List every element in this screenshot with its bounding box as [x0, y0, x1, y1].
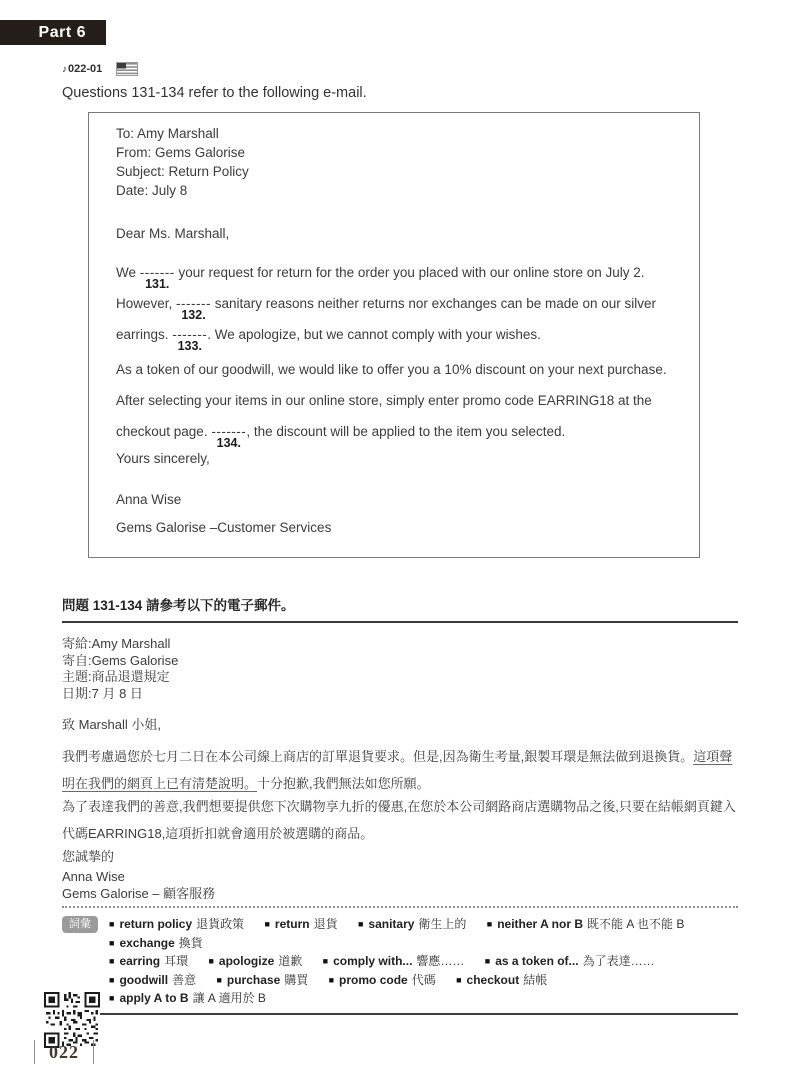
- vocab-zh: 讓 A 適用於 B: [192, 991, 266, 1005]
- chinese-email-subject: 主題:商品退還規定: [62, 669, 170, 684]
- vocab-row-1: [109, 915, 738, 952]
- zh-p1-post: 十分抱歉,我們無法如您所願。: [257, 775, 430, 791]
- p2-seg2: , the discount will be applied to the item you selected.: [246, 424, 566, 439]
- vocab-zh: 響應……: [416, 954, 465, 968]
- chinese-email-from: 寄自:Gems Galorise: [62, 652, 179, 668]
- p1-seg3: sanitary reasons neither returns nor exchanges can be made on our silver earrings.: [116, 296, 657, 342]
- email-box: [88, 112, 700, 558]
- zh-p1-pre: 我們考慮過您於七月二日在本公司線上商店的訂單退貨要求。但是,因為衛生考量,銀製耳環是無法做到退換貨。: [62, 748, 694, 764]
- vocab-zh: 耳環: [164, 954, 189, 968]
- vocab-zh: 既不能 A 也不能 B: [587, 917, 685, 931]
- square-bullet-icon: ■: [456, 974, 462, 985]
- vocab-item: [456, 973, 547, 987]
- bottom-rule: [62, 1013, 738, 1015]
- audio-track-line: [62, 62, 138, 76]
- square-bullet-icon: ■: [357, 919, 364, 929]
- vocab-en: comply with...: [333, 954, 413, 968]
- p2-seg1: As a token of our goodwill, we would like to offer you a 10% discount on your next purchase. After selecting your items in our online store, simply enter promo code EARRING18 at the checkout page.: [116, 362, 667, 439]
- vocab-item: [487, 917, 685, 931]
- vocab-en: apply A to B: [119, 991, 189, 1005]
- square-bullet-icon: ■: [484, 956, 491, 966]
- vocab-zh: 代碼: [411, 972, 436, 987]
- square-bullet-icon: ■: [109, 956, 115, 966]
- page-number: [34, 1040, 94, 1064]
- vocab-en: promo code: [339, 972, 408, 987]
- chinese-email-to: 寄給:Amy Marshall: [62, 636, 171, 651]
- vocab-tag: 詞彙: [62, 916, 98, 933]
- square-bullet-icon: ■: [109, 937, 115, 948]
- vocab-zh: 退貨: [313, 917, 338, 931]
- p1-seg2: your request for return for the order you placed with our online store on July 2. However,: [116, 265, 645, 311]
- vocab-en: exchange: [119, 935, 175, 950]
- vocab-zh: 換貨: [178, 935, 203, 950]
- vocab-item: [216, 973, 308, 987]
- chinese-signature: [62, 868, 738, 902]
- vocab-zh: 為了表達……: [582, 954, 655, 968]
- blank-131: [139, 257, 175, 291]
- blank-134-dashes: -------: [211, 424, 247, 439]
- vocab-item: [264, 917, 337, 931]
- vocab-item: [109, 973, 196, 987]
- blank-132-dashes: -------: [176, 296, 212, 311]
- square-bullet-icon: ■: [264, 919, 270, 929]
- blank-133: [172, 319, 208, 353]
- vocab-zh: 道歉: [278, 954, 303, 968]
- square-bullet-icon: ■: [109, 919, 115, 929]
- us-flag-icon: [116, 62, 138, 76]
- vocab-item: [329, 973, 436, 987]
- vocab-item: [323, 954, 465, 968]
- email-salutation: Dear Ms. Marshall,: [116, 226, 230, 241]
- email-to: To: Amy Marshall: [116, 126, 219, 141]
- square-bullet-icon: ■: [328, 974, 335, 985]
- blank-134: [211, 416, 247, 450]
- vocab-rows: [109, 915, 738, 1008]
- square-bullet-icon: ■: [208, 956, 214, 966]
- audio-track-label: 022-01: [68, 63, 103, 75]
- square-bullet-icon: ■: [322, 956, 329, 966]
- p1-seg1: We: [116, 265, 140, 280]
- blank-131-dashes: -------: [139, 265, 175, 280]
- vocab-en: checkout: [466, 972, 520, 987]
- chinese-intro: 問題 131-134 請參考以下的電子郵件。: [62, 598, 295, 613]
- email-date: Date: July 8: [116, 183, 188, 198]
- vocab-item: [485, 954, 655, 968]
- email-signature-title: Gems Galorise –Customer Services: [116, 520, 332, 535]
- vocab-item: [109, 917, 244, 931]
- vocab-en: return policy: [119, 917, 193, 931]
- square-bullet-icon: ■: [216, 974, 222, 985]
- blank-133-dashes: -------: [172, 327, 208, 342]
- email-signature-name: Anna Wise: [116, 492, 182, 507]
- chinese-paragraph-2: 為了表達我們的善意,我們想要提供您下次購物享九折的優惠,在您於本公司網路商店選購物品之後,只要在結帳網頁鍵入代碼EARRING18,這項折扣就會適用於被選購的商品。: [62, 798, 736, 841]
- questions-intro: Questions 131-134 refer to the following e-mail.: [62, 85, 367, 101]
- vocab-zh: 善意: [172, 972, 197, 987]
- chinese-salutation: 致 Marshall 小姐,: [62, 717, 161, 732]
- vocab-en: apologize: [218, 954, 275, 968]
- music-note-icon: ♪: [62, 63, 67, 75]
- vocab-zh: 衛生上的: [418, 917, 467, 931]
- chinese-translation: [62, 597, 738, 1015]
- vocab-item: [358, 917, 466, 931]
- vocab-en: earring: [119, 954, 161, 968]
- vocabulary-box: [62, 915, 738, 1008]
- blank-132-number: 132.: [181, 308, 206, 322]
- blank-132: [176, 288, 212, 322]
- page-number-bar-right: [93, 1040, 94, 1064]
- vocab-zh: 購買: [284, 972, 309, 987]
- chinese-signature-name: Anna Wise: [62, 869, 125, 884]
- square-bullet-icon: ■: [109, 993, 115, 1003]
- part-badge: [0, 20, 106, 45]
- square-bullet-icon: ■: [109, 974, 115, 985]
- dotted-divider: [62, 906, 738, 908]
- blank-134-number: 134.: [216, 436, 241, 450]
- vocab-zh: 退貨政策: [196, 917, 245, 931]
- email-paragraph-1: [116, 257, 679, 353]
- vocab-en: sanitary: [368, 917, 415, 931]
- page-number-bar-left: [34, 1040, 35, 1064]
- chinese-closing: 您誠摯的: [62, 848, 115, 864]
- vocab-en: neither A nor B: [497, 917, 583, 931]
- email-paragraph-2: [116, 354, 679, 450]
- email-closing: Yours sincerely,: [116, 451, 210, 466]
- blank-131-number: 131.: [145, 277, 170, 291]
- vocab-en: return: [274, 917, 310, 931]
- vocab-en: goodwill: [119, 972, 169, 987]
- vocab-item: [109, 954, 188, 968]
- page-number-value: 022: [49, 1041, 79, 1062]
- p1-seg4: . We apologize, but we cannot comply with your wishes.: [207, 327, 541, 342]
- chinese-signature-title: Gems Galorise – 顧客服務: [62, 886, 216, 901]
- part-label: Part 6: [38, 23, 86, 41]
- chinese-paragraph-1: [62, 743, 738, 797]
- vocab-item: [109, 991, 266, 1005]
- zh-p1-underlined: 這項聲明在我們的網頁上已有清楚說明。: [62, 748, 733, 791]
- blank-133-number: 133.: [177, 339, 202, 353]
- email-subject: Subject: Return Policy: [116, 164, 249, 179]
- vocab-row-2: [109, 952, 738, 971]
- square-bullet-icon: ■: [486, 919, 493, 929]
- chinese-email-date: 日期:7 月 8 日: [62, 685, 143, 701]
- vocab-item: [208, 954, 302, 968]
- email-from: From: Gems Galorise: [116, 145, 246, 160]
- vocab-row-3: [109, 971, 738, 1008]
- vocab-zh: 結帳: [523, 972, 548, 987]
- vocab-item: [109, 936, 203, 950]
- heading-rule: [62, 621, 738, 623]
- vocab-en: purchase: [226, 972, 281, 987]
- vocab-en: as a token of...: [495, 954, 579, 968]
